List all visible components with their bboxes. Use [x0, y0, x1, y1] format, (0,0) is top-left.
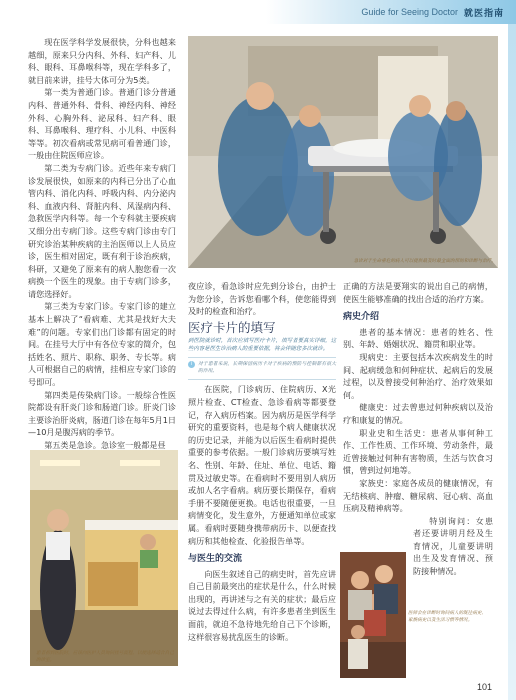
emergency-corridor-photo: [188, 36, 498, 268]
paragraph: 第三类为专家门诊。专家门诊的建立基本上解决了“看病难、尤其是找好大夫难”的问题。专家们出门诊都有固定的时间。在挂号大厅中有各位专家的简介，包括姓名、照片、职称、职务、专长等。病人可根据自己的病情，挂相应专家门诊的号即可。: [28, 301, 176, 388]
tip-text: 对于患者来说，长期保留病历卡对于疾病的预防与控制都有很大的作用。: [198, 362, 336, 375]
photo-caption: 急诊对于生命垂危的病人可以提供最及时最全面的帮助和诊断与治疗。: [353, 259, 496, 264]
paragraph: 现在医学科学发展很快，分科也越来越细，原来只分内科、外科、妇产科、儿科、眼科、耳鼻喉科等，现在学科多了，就目前来讲，挂号大体可分为5类。: [28, 37, 176, 85]
paragraph: 第一类为普通门诊。普通门诊分普通内科、普通外科、骨科、神经内科、神经外科、心胸外科、泌尿科、妇产科、眼科、耳鼻喉科、理疗科、小儿科、中医科等等。初次看病或常见病可看普通门诊，一般由住院医师应诊。: [28, 87, 176, 161]
list-item: 患者的基本情况：患者的姓名、性别、年龄、婚姻状况、籍贯和职业等。: [343, 326, 493, 350]
registration-desk-photo: [30, 450, 178, 666]
list-item: 职业史和生活史：患者从事何种工作、工作性质、工作环境、劳动条件，最近曾接触过何种有害物质，生活与饮食习惯，曾到过何地等。: [343, 427, 493, 476]
paragraph: 在医院，门诊病历、住院病历、X光照片检查、CT检查、急诊看病等都要登记，存入病历档案。因为病历是医学科学研究的重要资料，也是每个病人健康状况的历史记录，并能为以后医生看病时提供重要的参考依据。一般门诊病历要填写姓名、性别、年龄、住址、单位、电话、籍贯及过敏史等。在看病时不要用别人病历或加人名字看病。病历要长期保存，看病手册不要随便更换。电话也很重要，一旦病情变化，发生意外，方便通知单位或家属。看病时要随身携带病历卡、以便查找病历和其他检查、化验报告单等。: [188, 384, 336, 546]
family-photo: [340, 552, 406, 678]
photo-caption: 患者初到医院时，应该向医护人员询问挂号流程，以便选择适合自己的诊室。: [36, 651, 174, 663]
divider: [188, 379, 336, 380]
paragraph: 夜应诊，看急诊时应先到分诊台，由护士为您分诊，告诉您看哪个科，使您能得到及时的检查和治疗。: [188, 281, 336, 317]
list-item: 现病史：主要包括本次疾病发生的时间、起病缓急和何种症状、起病后的发展过程，以及曾接受何种治疗、治疗效果如何。: [343, 351, 493, 400]
photo-caption: 医师会在诊断时询问病人的既往病史、家族病史以及生活习惯等情况。: [408, 611, 487, 623]
header-english: Guide for Seeing Doctor: [361, 7, 458, 17]
section-title: 医疗卡片的填写: [188, 319, 276, 335]
section-lead: 到医院就诊时，首次应填写医疗卡片，填写者要真实详细，这些内容是医生诊治病人的重要依据，将会伴随您多次就诊。: [188, 338, 336, 353]
paragraph: 第二类为专病门诊。近些年来专病门诊发展很快，如原来的内科已分出了心血管内科、消化内科、呼吸内科、内分泌内科、血液内科、肾脏内科、风湿病内科、急救医学内科等。每一个专科就主要疾病又细分出专病门诊。这些专病门诊由专门研究诊治某种疾病的主治医师以上人员应诊，医生相对固定，既有利于诊治疾病，科研，又避免了原来有的病人胞您看一次病换一个医生的现象。由于专病门诊多，请您选择好。: [28, 162, 176, 299]
page-number: 101: [476, 682, 492, 692]
tip-note: [188, 361, 336, 375]
info-icon: i: [188, 361, 195, 368]
list-item: 健康史：过去曾患过何种疾病以及治疗和康复的情况。: [343, 402, 493, 425]
paragraph: 正确的方法是要翔实的说出自己的病情，使医生能够准确的找出合适的治疗方案。: [343, 281, 493, 304]
header-chinese: 就医指南: [463, 8, 504, 19]
divider: [188, 357, 336, 358]
paragraph: 第四类是传染病门诊。一般综合性医院都设有肝炎门诊和肠道门诊。肝炎门诊主要诊治肝炎病，肠道门诊在每年5月1日—10月是腹泻病的季节。: [28, 389, 176, 438]
column-2: [188, 280, 336, 643]
side-gutter: [508, 24, 516, 700]
paragraph: 向医生叙述自己的病史时，首先应讲自己目前最突出的症状是什么，什么时候出现的，再讲述与之有关的症状；最后应说过去得过什么病，有许多患者坐到医生面前，就迫不急待地先给自己下个诊断，这样很容易扰乱医生的诊断。: [188, 568, 336, 642]
list-item: 特别询问：女患者还要讲明月经及生育情况，儿童要讲明出生及发育情况、预防接种情况。: [413, 515, 493, 577]
list-item: 家族史：家庭各成员的健康情况，有无结核病、肿瘤、糖尿病、冠心病、高血压病及精神病等。: [343, 477, 493, 514]
column-3: [343, 280, 493, 578]
subsection-title: 与医生的交流: [188, 554, 243, 565]
column-1: [28, 36, 176, 452]
subsection-title: 病史介绍: [343, 312, 380, 323]
paragraph: 第五类是急诊。急诊室一般都是昼: [44, 440, 166, 450]
running-header: [266, 0, 516, 24]
